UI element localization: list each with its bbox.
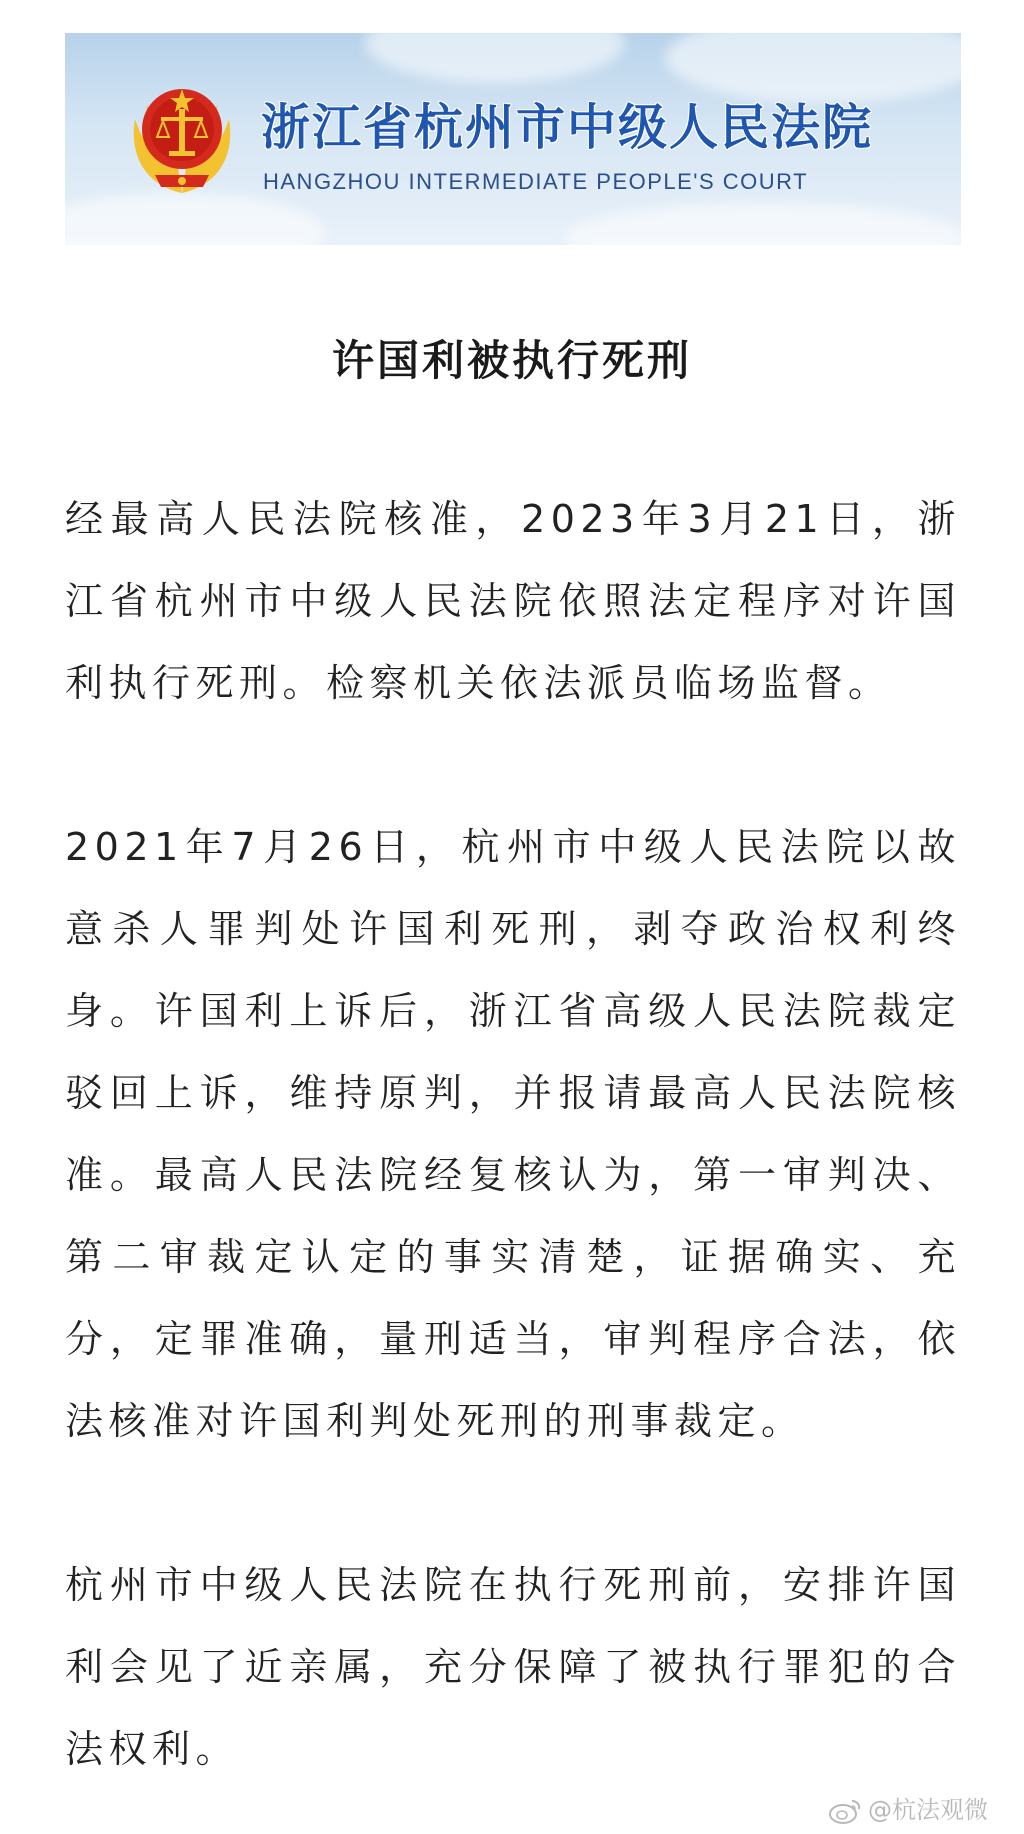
article-title: 许国利被执行死刑 bbox=[331, 336, 692, 385]
court-name-english: HANGZHOU INTERMEDIATE PEOPLE'S COURT bbox=[263, 169, 809, 194]
court-emblem-icon bbox=[127, 75, 237, 199]
court-banner bbox=[65, 33, 961, 245]
weibo-icon bbox=[828, 1797, 862, 1825]
paragraph-2: 2021年7月26日，杭州市中级人民法院以故意杀人罪判处许国利死刑，剥夺政治权利终身。许国利上诉后，浙江省高级人民法院裁定驳回上诉，维持原判，并报请最高人民法院核准。最高人民法院经复核认为，第一审判决、第二审裁定认定的事实清楚，证据确实、充分，定罪准确，量刑适当，审判程序合法，依法核准对许国利判处死刑的刑事裁定。 bbox=[65, 825, 961, 1443]
paragraph-3: 杭州市中级人民法院在执行死刑前，安排许国利会见了近亲属，充分保障了被执行罪犯的合法权利。 bbox=[65, 1563, 961, 1771]
court-name-chinese: 浙江省杭州市中级人民法院 bbox=[261, 98, 874, 156]
watermark-text: @杭法观微 bbox=[868, 1796, 988, 1824]
paragraph-1: 经最高人民法院核准，2023年3月21日，浙江省杭州市中级人民法院依照法定程序对许国利执行死刑。检察机关依法派员临场监督。 bbox=[65, 497, 961, 705]
weibo-watermark bbox=[828, 1790, 988, 1825]
